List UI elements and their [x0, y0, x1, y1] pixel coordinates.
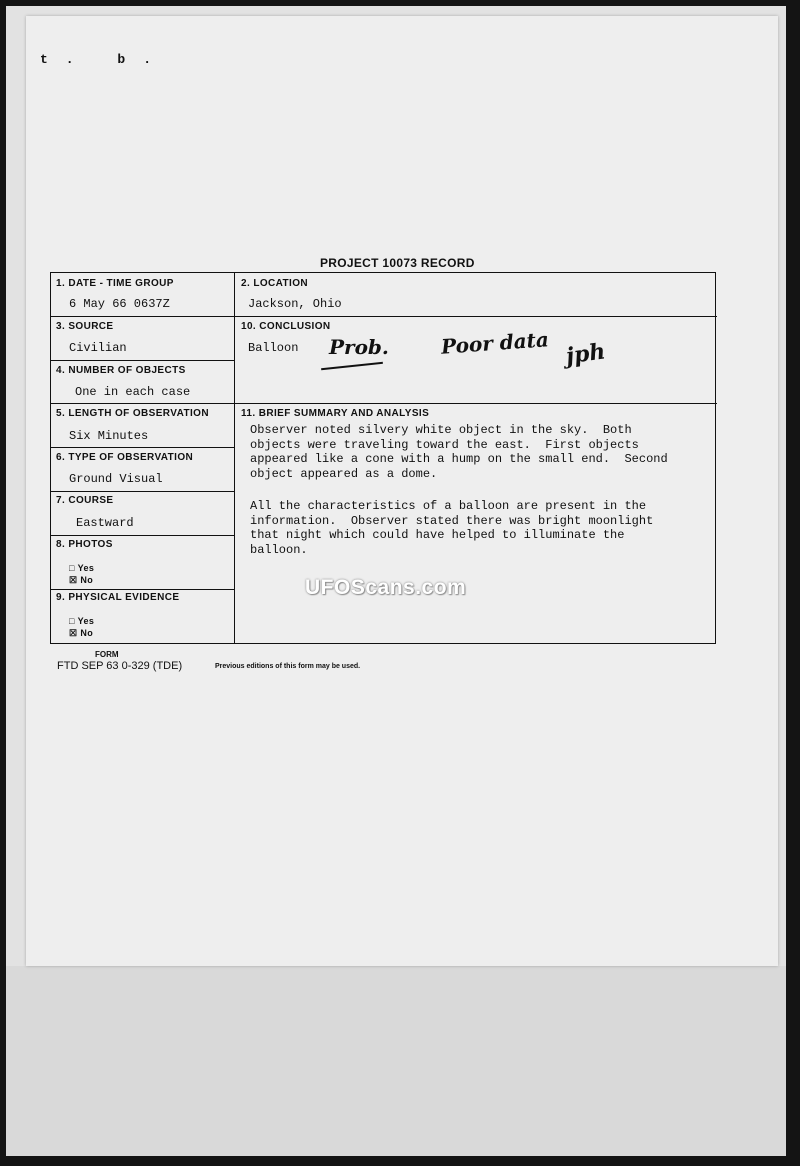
checkbox-empty-icon: □ [69, 563, 75, 573]
photos-yes-label: Yes [77, 563, 95, 573]
physical-evidence-label: 9. PHYSICAL EVIDENCE [56, 592, 180, 603]
photos-label: 8. PHOTOS [56, 539, 113, 550]
photos-no-option [69, 575, 93, 586]
source-value: Civilian [69, 341, 127, 355]
divider-right-2 [234, 403, 717, 404]
footer-form-id: FTD SEP 63 0-329 (TDE) [57, 660, 183, 672]
type-of-observation-value: Ground Visual [69, 472, 163, 486]
column-divider [234, 273, 235, 643]
footer-form-word: FORM [95, 650, 119, 659]
course-value: Eastward [76, 516, 134, 530]
lower-paper-band [6, 966, 786, 1156]
form-title: PROJECT 10073 RECORD [320, 256, 475, 270]
location-label: 2. LOCATION [241, 278, 308, 289]
photos-no-label: No [80, 575, 94, 585]
location-value: Jackson, Ohio [248, 297, 342, 311]
date-time-value: 6 May 66 0637Z [69, 297, 170, 311]
conclusion-label: 10. CONCLUSION [241, 321, 331, 332]
handwritten-prob: Prob. [329, 335, 389, 359]
date-time-label: 1. DATE - TIME GROUP [56, 278, 174, 289]
handwritten-underline [321, 362, 383, 370]
conclusion-value: Balloon [248, 341, 299, 355]
checkbox-checked-icon: ☒ [69, 575, 78, 585]
length-of-observation-value: Six Minutes [69, 429, 149, 443]
course-label: 7. COURSE [56, 495, 114, 506]
divider-left-2 [51, 360, 234, 361]
divider-left-5 [51, 491, 234, 492]
divider-right-1 [234, 316, 717, 317]
number-of-objects-value: One in each case [75, 385, 191, 399]
summary-paragraph-1: Observer noted silvery white object in the sky. Both objects were traveling toward the east. First objects appeared like a cone with a hump on the small end. Second object appeared as a dome. [250, 423, 668, 481]
watermark: UFOScans.com [305, 576, 467, 599]
divider-left-3 [51, 403, 234, 404]
number-of-objects-label: 4. NUMBER OF OBJECTS [56, 365, 186, 376]
divider-left-7 [51, 589, 234, 590]
corner-marks: t. b. [40, 52, 170, 67]
handwritten-initials: jph [564, 338, 607, 370]
divider-left-4 [51, 447, 234, 448]
summary-paragraph-2: All the characteristics of a balloon are present in the information. Observer stated there was bright moonlight that night which could have helped to illuminate the balloon. [250, 499, 654, 557]
type-of-observation-label: 6. TYPE OF OBSERVATION [56, 452, 194, 463]
length-of-observation-label: 5. LENGTH OF OBSERVATION [56, 408, 209, 419]
checkbox-empty-icon: □ [69, 616, 75, 626]
evidence-no-label: No [80, 628, 94, 638]
evidence-no-option [69, 628, 93, 639]
evidence-yes-option [69, 616, 94, 626]
divider-left-6 [51, 535, 234, 536]
summary-label: 11. BRIEF SUMMARY AND ANALYSIS [241, 408, 430, 419]
checkbox-checked-icon: ☒ [69, 628, 78, 638]
photos-yes-option [69, 563, 94, 573]
handwritten-poor-data: Poor data [440, 327, 550, 359]
footer-note: Previous editions of this form may be used. [215, 663, 361, 670]
source-label: 3. SOURCE [56, 321, 114, 332]
evidence-yes-label: Yes [77, 616, 95, 626]
divider-left-1 [51, 316, 234, 317]
